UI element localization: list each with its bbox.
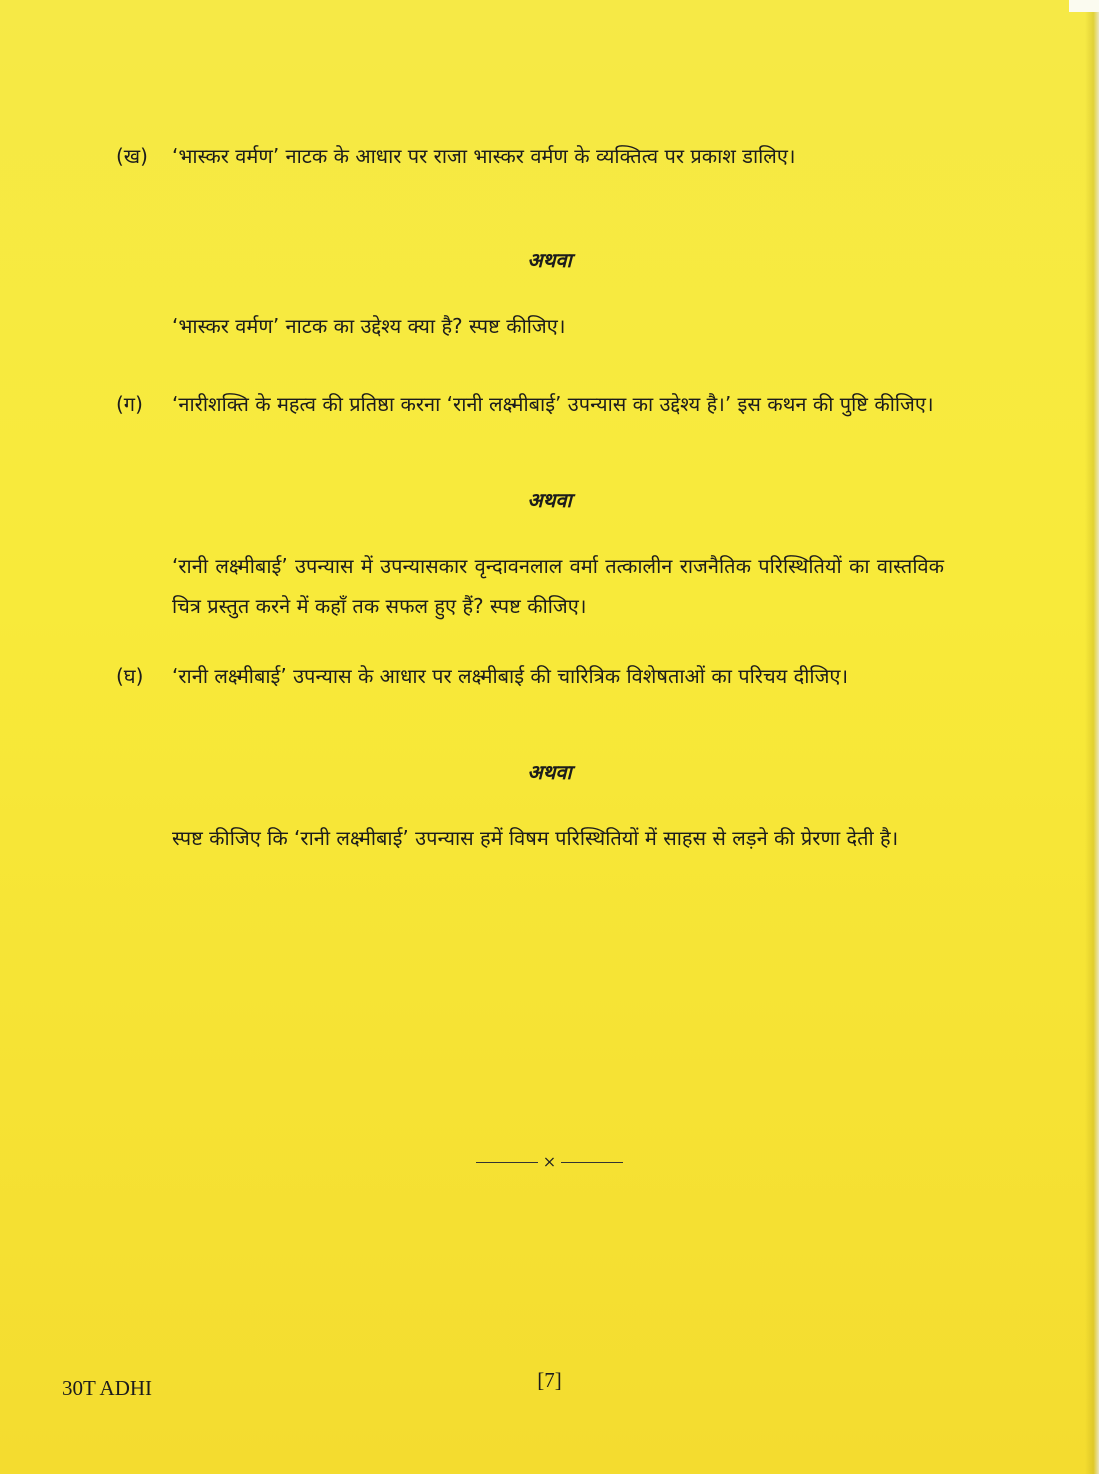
divider-line [476, 1162, 538, 1163]
alternative-question-text: ‘भास्कर वर्मण’ नाटक का उद्देश्य क्या है? स्पष्ट कीजिए। [172, 314, 566, 338]
alternative-question-text: ‘रानी लक्ष्मीबाई’ उपन्यास में उपन्यासकार वृन्दावनलाल वर्मा तत्कालीन राजनैतिक परिस्थितियों का वास्तविक चित्र प्रस्तुत करने में कहाँ तक सफल हुए हैं? स्पष्ट कीजिए। [172, 554, 944, 618]
question-number: (घ) [116, 664, 144, 688]
or-label: अथवा [527, 248, 572, 272]
paper-code: 30T ADHI [62, 1376, 153, 1400]
alternative-question-text: स्पष्ट कीजिए कि ‘रानी लक्ष्मीबाई’ उपन्यास हमें विषम परिस्थितियों में साहस से लड़ने की प्रेरणा देती है। [172, 826, 899, 850]
question-number: (ग) [116, 392, 143, 416]
end-divider [0, 1152, 1099, 1171]
question-number: (ख) [116, 144, 148, 168]
paper-edge [1085, 0, 1099, 1474]
paper-corner [1069, 0, 1099, 12]
divider-line [561, 1162, 623, 1163]
question-text: ‘रानी लक्ष्मीबाई’ उपन्यास के आधार पर लक्ष्मीबाई की चारित्रिक विशेषताओं का परिचय दीजिए। [172, 664, 849, 688]
question-text: ‘भास्कर वर्मण’ नाटक के आधार पर राजा भास्कर वर्मण के व्यक्तित्व पर प्रकाश डालिए। [172, 144, 796, 168]
question-text: ‘नारीशक्ति के महत्व की प्रतिष्ठा करना ‘रानी लक्ष्मीबाई’ उपन्यास का उद्देश्य है।’ इस कथन की पुष्टि कीजिए। [172, 392, 934, 416]
or-label: अथवा [527, 488, 572, 512]
page-number: [7] [537, 1368, 562, 1392]
divider-mark: × [542, 1152, 557, 1171]
or-label: अथवा [527, 760, 572, 784]
